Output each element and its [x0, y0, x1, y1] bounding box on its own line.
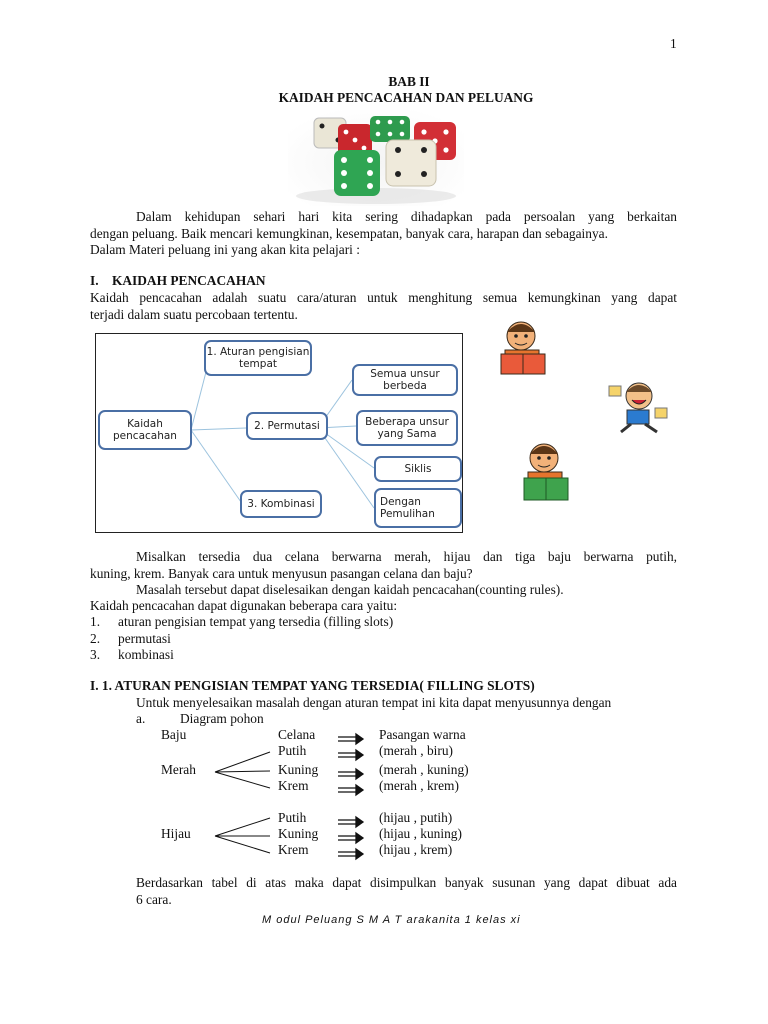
section-1-1-line-1: Untuk menyelesaikan masalah dengan aturan tempat ini kita dapat menyusunnya dengan	[136, 695, 612, 710]
conclusion-line-2: 6 cara.	[136, 892, 172, 907]
die-white-front	[386, 140, 436, 186]
page-footer: M odul Peluang S M A T arakanita 1 kelas xi	[262, 914, 521, 926]
tree-col-celana: Celana	[278, 727, 316, 742]
diagram-semua-unsur: Semua unsur berbeda	[352, 364, 458, 396]
para2-line-4: Kaidah pencacahan dapat digunakan beberapa cara yaitu:	[90, 598, 398, 613]
diagram-siklis: Siklis	[374, 456, 462, 482]
section-1-1-heading: I. 1. ATURAN PENGISIAN TEMPAT YANG TERSEDIA( FILLING SLOTS)	[90, 678, 535, 693]
double-arrows	[338, 734, 363, 859]
tree-hijau-pair-3: (hijau , krem)	[379, 842, 453, 857]
intro-line-1: Dalam kehidupan sehari hari kita sering dihadapkan pada persoalan yang berkaitan	[136, 209, 677, 224]
diagram-aturan: 1. Aturan pengisian tempat	[204, 340, 312, 376]
tree-col-baju: Baju	[161, 727, 187, 742]
kaidah-diagram	[95, 333, 463, 533]
section-1-line-1: Kaidah pencacahan adalah suatu cara/aturan untuk menghitung semua kemungkinan yang dapat	[90, 290, 677, 305]
tree-merah-pair-3: (merah , krem)	[379, 778, 459, 793]
tree-hijau-pair-2: (hijau , kuning)	[379, 826, 462, 841]
conclusion-line-1: Berdasarkan tabel di atas maka dapat disimpulkan banyak susunan yang dapat dibuat ada	[136, 875, 677, 890]
diagram-pemulihan: Dengan Pemulihan	[374, 488, 462, 528]
tree-hijau-pair-1: (hijau , putih)	[379, 810, 453, 825]
para2-line-1: Misalkan tersedia dua celana berwarna merah, hijau dan tiga baju berwarna putih,	[136, 549, 677, 564]
method-1-num: 1.	[90, 614, 101, 629]
method-2-num: 2.	[90, 631, 101, 646]
chapter-title: KAIDAH PENCACAHAN DAN PELUANG	[278, 90, 534, 105]
tree-merah-item-2: Kuning	[278, 762, 319, 777]
diagram-root: Kaidah pencacahan	[98, 410, 192, 450]
die-green-back	[370, 116, 410, 142]
reading-kid-image-2	[506, 436, 584, 506]
page-number: 1	[670, 36, 677, 51]
para2-line-3: Masalah tersebut dapat diselesaikan dengan kaidah pencacahan(counting rules).	[136, 582, 564, 597]
intro-line-2: dengan peluang. Baik mencari kemungkinan, kesempatan, banyak cara, harapan dan sebagainya.	[90, 226, 608, 241]
method-2-text: permutasi	[118, 631, 171, 646]
method-3-text: kombinasi	[118, 647, 174, 662]
die-green-front	[334, 150, 380, 196]
sub-a-text: Diagram pohon	[180, 711, 264, 726]
method-3-num: 3.	[90, 647, 101, 662]
diagram-kombinasi: 3. Kombinasi	[240, 490, 322, 518]
tree-hijau-item-1: Putih	[278, 810, 307, 825]
para2-line-2: kuning, krem. Banyak cara untuk menyusun pasangan celana dan baju?	[90, 566, 473, 581]
diagram-permutasi: 2. Permutasi	[246, 412, 328, 440]
section-1-heading: I. KAIDAH PENCACAHAN	[90, 273, 266, 288]
tree-merah-item-1: Putih	[278, 743, 307, 758]
tree-merah: Merah	[161, 762, 196, 777]
tree-hijau-item-2: Kuning	[278, 826, 319, 841]
chapter-label: BAB II	[388, 74, 430, 89]
tree-merah-pair-2: (merah , kuning)	[379, 762, 469, 777]
tree-hijau-item-3: Krem	[278, 842, 309, 857]
sub-a-num: a.	[136, 711, 146, 726]
tree-merah-pair-1: (merah , biru)	[379, 743, 453, 758]
diagram-beberapa-unsur: Beberapa unsur yang Sama	[356, 410, 458, 446]
reading-kid-image-1	[485, 314, 565, 380]
section-1-line-2: terjadi dalam suatu percobaan tertentu.	[90, 307, 298, 322]
method-1-text: aturan pengisian tempat yang tersedia (filling slots)	[118, 614, 394, 629]
tree-col-pasangan: Pasangan warna	[379, 727, 466, 742]
tree-hijau: Hijau	[161, 826, 191, 841]
happy-kid-image	[605, 378, 669, 434]
tree-merah-item-3: Krem	[278, 778, 309, 793]
dice-image	[288, 110, 464, 206]
intro-line-3: Dalam Materi peluang ini yang akan kita pelajari :	[90, 242, 360, 257]
